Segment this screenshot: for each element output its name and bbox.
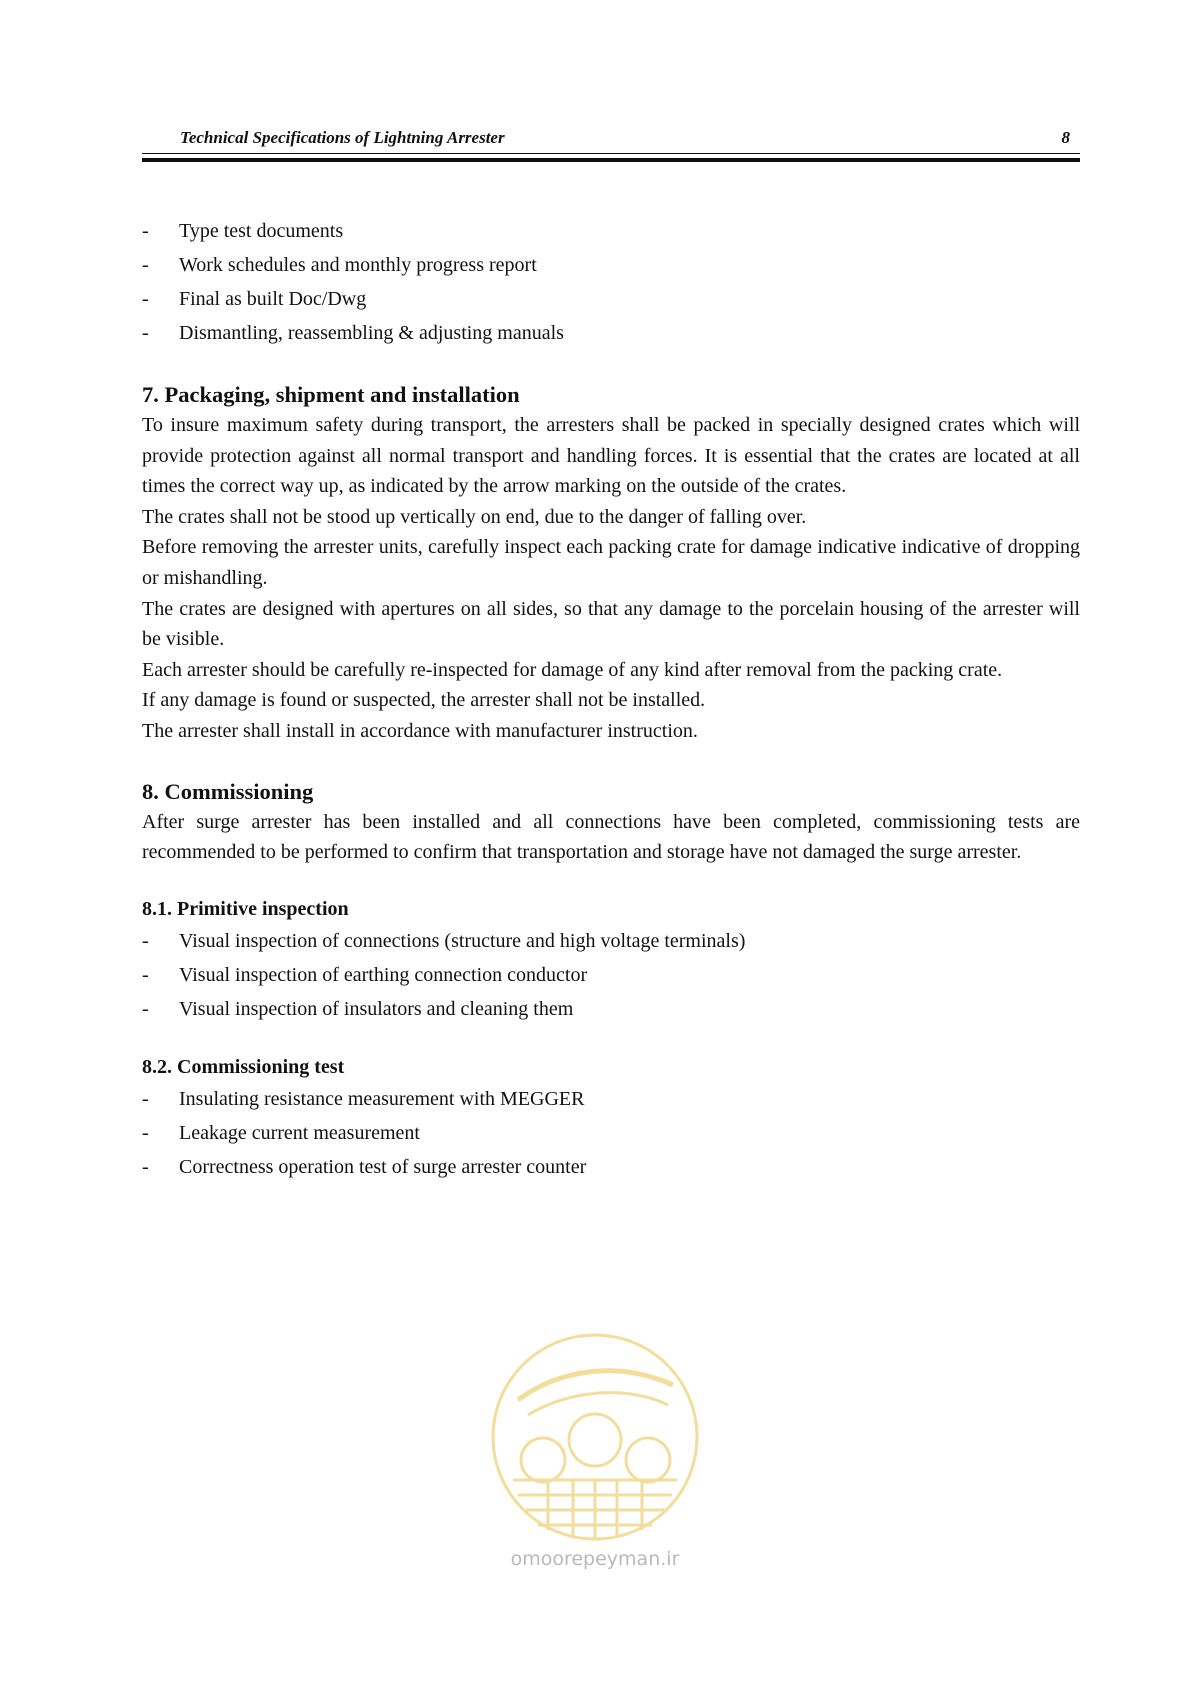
dash-marker: - [142, 1155, 149, 1178]
list-item: - Visual inspection of insulators and cleaning them [142, 992, 1080, 1026]
section-8-heading: 8. Commissioning [142, 778, 314, 804]
list-item: - Insulating resistance measurement with MEGGER [142, 1082, 1080, 1116]
primitive-inspection-list [142, 924, 1080, 1026]
section-7-heading: 7. Packaging, shipment and installation [142, 382, 520, 407]
dash-marker: - [142, 1087, 149, 1110]
header-rule-thin [142, 153, 1080, 154]
paragraph: The crates shall not be stood up vertically on end, due to the danger of falling over. [142, 505, 807, 528]
list-item: - Final as built Doc/Dwg [142, 282, 1080, 316]
dash-marker: - [142, 963, 149, 986]
dash-marker: - [142, 220, 149, 242]
list-item: - Work schedules and monthly progress report [142, 248, 1080, 282]
list-item: - Visual inspection of earthing connection conductor [142, 958, 1080, 992]
watermark-seal-icon [488, 1330, 702, 1544]
header-title: Technical Specifications of Lightning Arrester [180, 128, 505, 147]
list-item: - Leakage current measurement [142, 1116, 1080, 1150]
paragraph: After surge arrester has been installed and all connections have been completed, commissioning tests are recommended to be performed to confirm that transportation and storage have not damaged the surge arrester. [142, 810, 1080, 864]
list-item: - Dismantling, reassembling & adjusting manuals [142, 316, 1080, 350]
dash-marker: - [142, 929, 149, 952]
commissioning-test-list [142, 1082, 1080, 1184]
header-rule-thick [142, 158, 1080, 162]
dash-marker: - [142, 254, 149, 276]
dash-marker: - [142, 288, 149, 310]
section-8-1-heading: 8.1. Primitive inspection [142, 897, 349, 920]
dash-marker: - [142, 1121, 149, 1144]
page-number: 8 [1061, 128, 1070, 147]
watermark-logo [488, 1330, 702, 1580]
dash-marker: - [142, 322, 149, 344]
page-header [142, 128, 1080, 162]
paragraph: To insure maximum safety during transport, the arresters shall be packed in specially designed crates which will provide protection against all normal transport and handling forces. It is essential that the crates are located at all times the correct way up, as indicated by the arrow marking on the outside of the crates. [142, 414, 1080, 498]
paragraph: Before removing the arrester units, carefully inspect each packing crate for damage indicative indicative of dropping or mishandling. [142, 536, 1080, 589]
list-item: - Correctness operation test of surge arrester counter [142, 1150, 1080, 1184]
paragraph: The arrester shall install in accordance with manufacturer instruction. [142, 719, 698, 742]
list-item: - Type test documents [142, 214, 1080, 248]
deliverables-list [142, 214, 1080, 350]
section-8-2-heading: 8.2. Commissioning test [142, 1055, 345, 1078]
page-content [142, 214, 1080, 1184]
paragraph: Each arrester should be carefully re-inspected for damage of any kind after removal from the packing crate. [142, 658, 1003, 681]
watermark-url: omoorepeyman.ir [510, 1548, 680, 1570]
paragraph: The crates are designed with apertures on all sides, so that any damage to the porcelain housing of the arrester will be visible. [142, 597, 1080, 651]
list-item: - Visual inspection of connections (structure and high voltage terminals) [142, 924, 1080, 958]
paragraph: If any damage is found or suspected, the arrester shall not be installed. [142, 689, 706, 712]
dash-marker: - [142, 997, 149, 1020]
